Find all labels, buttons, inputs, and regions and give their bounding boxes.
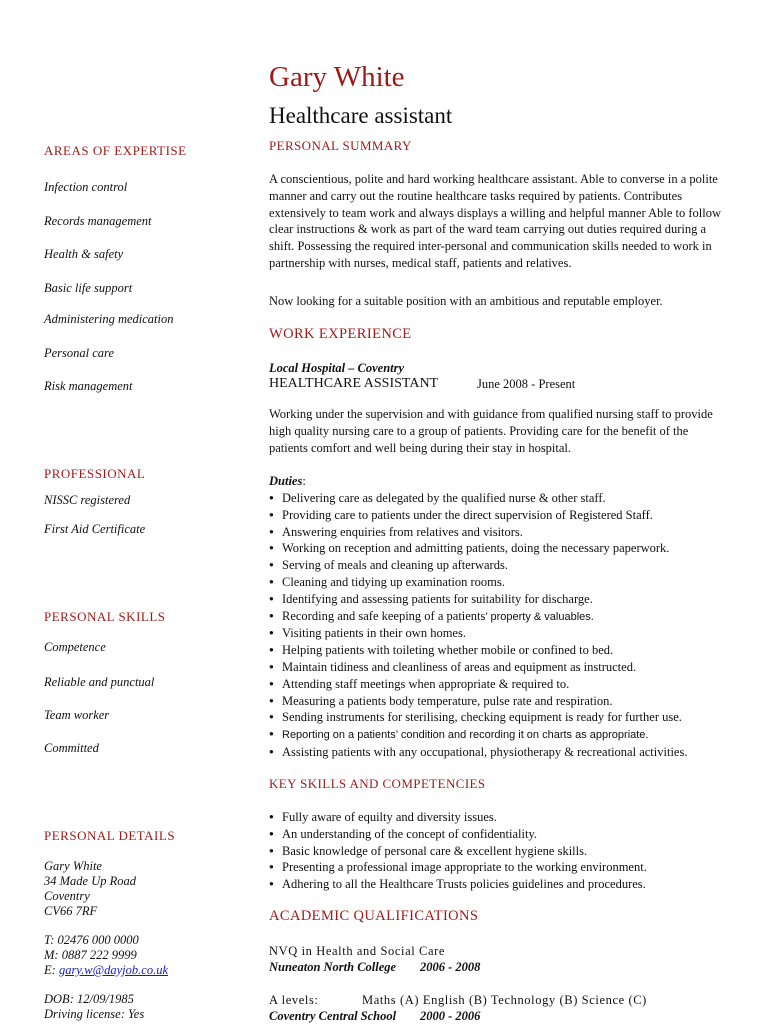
work-heading: WORK EXPERIENCE [269,326,412,342]
expertise-item: Basic life support [44,281,133,295]
expertise-item: Risk management [44,379,133,393]
duty-text: Recording and safe keeping of a patients [282,608,486,623]
list-item: ● Serving of meals and cleaning up afterwards. [269,557,687,574]
address-line: 34 Made Up Road [44,874,136,888]
college-dates: 2006 - 2008 [420,960,481,974]
mobile-number: M: 0887 222 9999 [44,948,137,962]
driving-license: Driving license: Yes [44,1007,145,1021]
list-item: ● Sending instruments for sterilising, checking equipment is ready for further use. [269,709,687,726]
list-item [269,726,687,744]
school-dates: 2000 - 2006 [420,1009,481,1023]
list-item: ● Maintain tidiness and cleanliness of areas and equipment as instructed. [269,659,687,676]
job-title: Healthcare assistant [269,103,453,128]
list-item: ● Fully aware of equilty and diversity issues. [269,809,647,826]
key-skills-list [269,809,647,893]
alevels-label: A levels: [269,993,319,1007]
address-line: Coventry [44,889,90,903]
college-name: Nuneaton North College [269,960,397,974]
academic-heading: ACADEMIC QUALIFICATIONS [269,908,479,924]
details-heading: PERSONAL DETAILS [44,828,176,843]
list-item: ● Cleaning and tidying up examination rooms. [269,574,687,591]
expertise-item: Personal care [44,346,115,360]
duties-label-row [269,474,306,489]
candidate-name: Gary White [269,61,405,93]
list-item: ● Visiting patients in their own homes. [269,625,687,642]
skill-item: Reliable and punctual [44,675,155,689]
expertise-item: Records management [44,214,152,228]
summary-heading: PERSONAL SUMMARY [269,138,412,153]
list-item: ● Attending staff meetings when appropriate & required to. [269,676,687,693]
duties-colon: : [302,474,306,488]
duty-text-sans: Reporting on a patients’ condition and recording it on charts as appropriate. [282,729,649,742]
email-row [44,963,168,978]
address-line: CV66 7RF [44,904,98,918]
role-title: HEALTHCARE ASSISTANT [269,376,439,391]
phone-number: T: 02476 000 0000 [44,933,139,947]
expertise-heading: AREAS OF EXPERTISE [44,143,187,158]
nvq-qualification: NVQ in Health and Social Care [269,944,446,958]
role-dates: June 2008 - Present [477,377,576,391]
school-name: Coventry Central School [269,1009,397,1023]
role-description: Working under the supervision and with guidance from qualified nursing staff to provide high quality nursing care to a group of patients. Providing care for the benefit of the patients comfort and well being during their stay in hospital. [269,407,713,455]
list-item: ● Adhering to all the Healthcare Trusts policies guidelines and procedures. [269,876,647,893]
email-label: E: [44,963,59,977]
duty-text-sans: ’ property & valuables. [485,610,594,623]
alevels-grades: Maths (A) English (B) Technology (B) Science (C) [362,993,647,1007]
address-line: Gary White [44,859,102,873]
employer: Local Hospital – Coventry [269,361,405,375]
professional-item: First Aid Certificate [44,522,146,536]
list-item: ● Basic knowledge of personal care & excellent hygiene skills. [269,843,647,860]
list-item: ● Working on reception and admitting patients, doing the necessary paperwork. [269,540,687,557]
skills-heading: PERSONAL SKILLS [44,609,166,624]
professional-heading: PROFESSIONAL [44,466,146,481]
date-of-birth: DOB: 12/09/1985 [44,992,134,1006]
summary-text: A conscientious, polite and hard working healthcare assistant. Able to converse in a polite manner and carry out the routine healthcare tasks required by patients. Contributes extensively to team work and always displays a willing and helpful manner Able to follow clear instructions & work as part of the ward team carrying out duties required during a shift. Possessing the required inter-personal and communication skills needed to work in partnership with nurses, medical staff, patients and relatives. [269,172,721,270]
skill-item: Committed [44,741,99,755]
list-item: ● Helping patients with toileting whether mobile or confined to bed. [269,642,687,659]
expertise-item: Administering medication [44,312,174,326]
list-item: ● Presenting a professional image appropriate to the working environment. [269,859,647,876]
list-item: ● Assisting patients with any occupational, physiotherapy & recreational activities. [269,744,687,761]
list-item: ● Providing care to patients under the direct supervision of Registered Staff. [269,507,687,524]
email-link[interactable]: gary.w@dayjob.co.uk [58,963,168,977]
expertise-item: Health & safety [44,247,124,261]
duties-list [269,490,687,761]
duties-label: Duties [269,474,303,488]
list-item: ● Identifying and assessing patients for suitability for discharge. [269,591,687,608]
list-item [269,608,687,626]
skill-item: Competence [44,640,106,654]
professional-item: NISSC registered [44,493,131,507]
summary-looking: Now looking for a suitable position with an ambitious and reputable employer. [269,294,663,308]
skill-item: Team worker [44,708,110,722]
expertise-item: Infection control [44,180,128,194]
list-item: ● An understanding of the concept of confidentiality. [269,826,647,843]
key-skills-heading: KEY SKILLS AND COMPETENCIES [269,776,486,791]
list-item: ● Delivering care as delegated by the qualified nurse & other staff. [269,490,687,507]
list-item: ● Measuring a patients body temperature, pulse rate and respiration. [269,693,687,710]
list-item: ● Answering enquiries from relatives and visitors. [269,524,687,541]
